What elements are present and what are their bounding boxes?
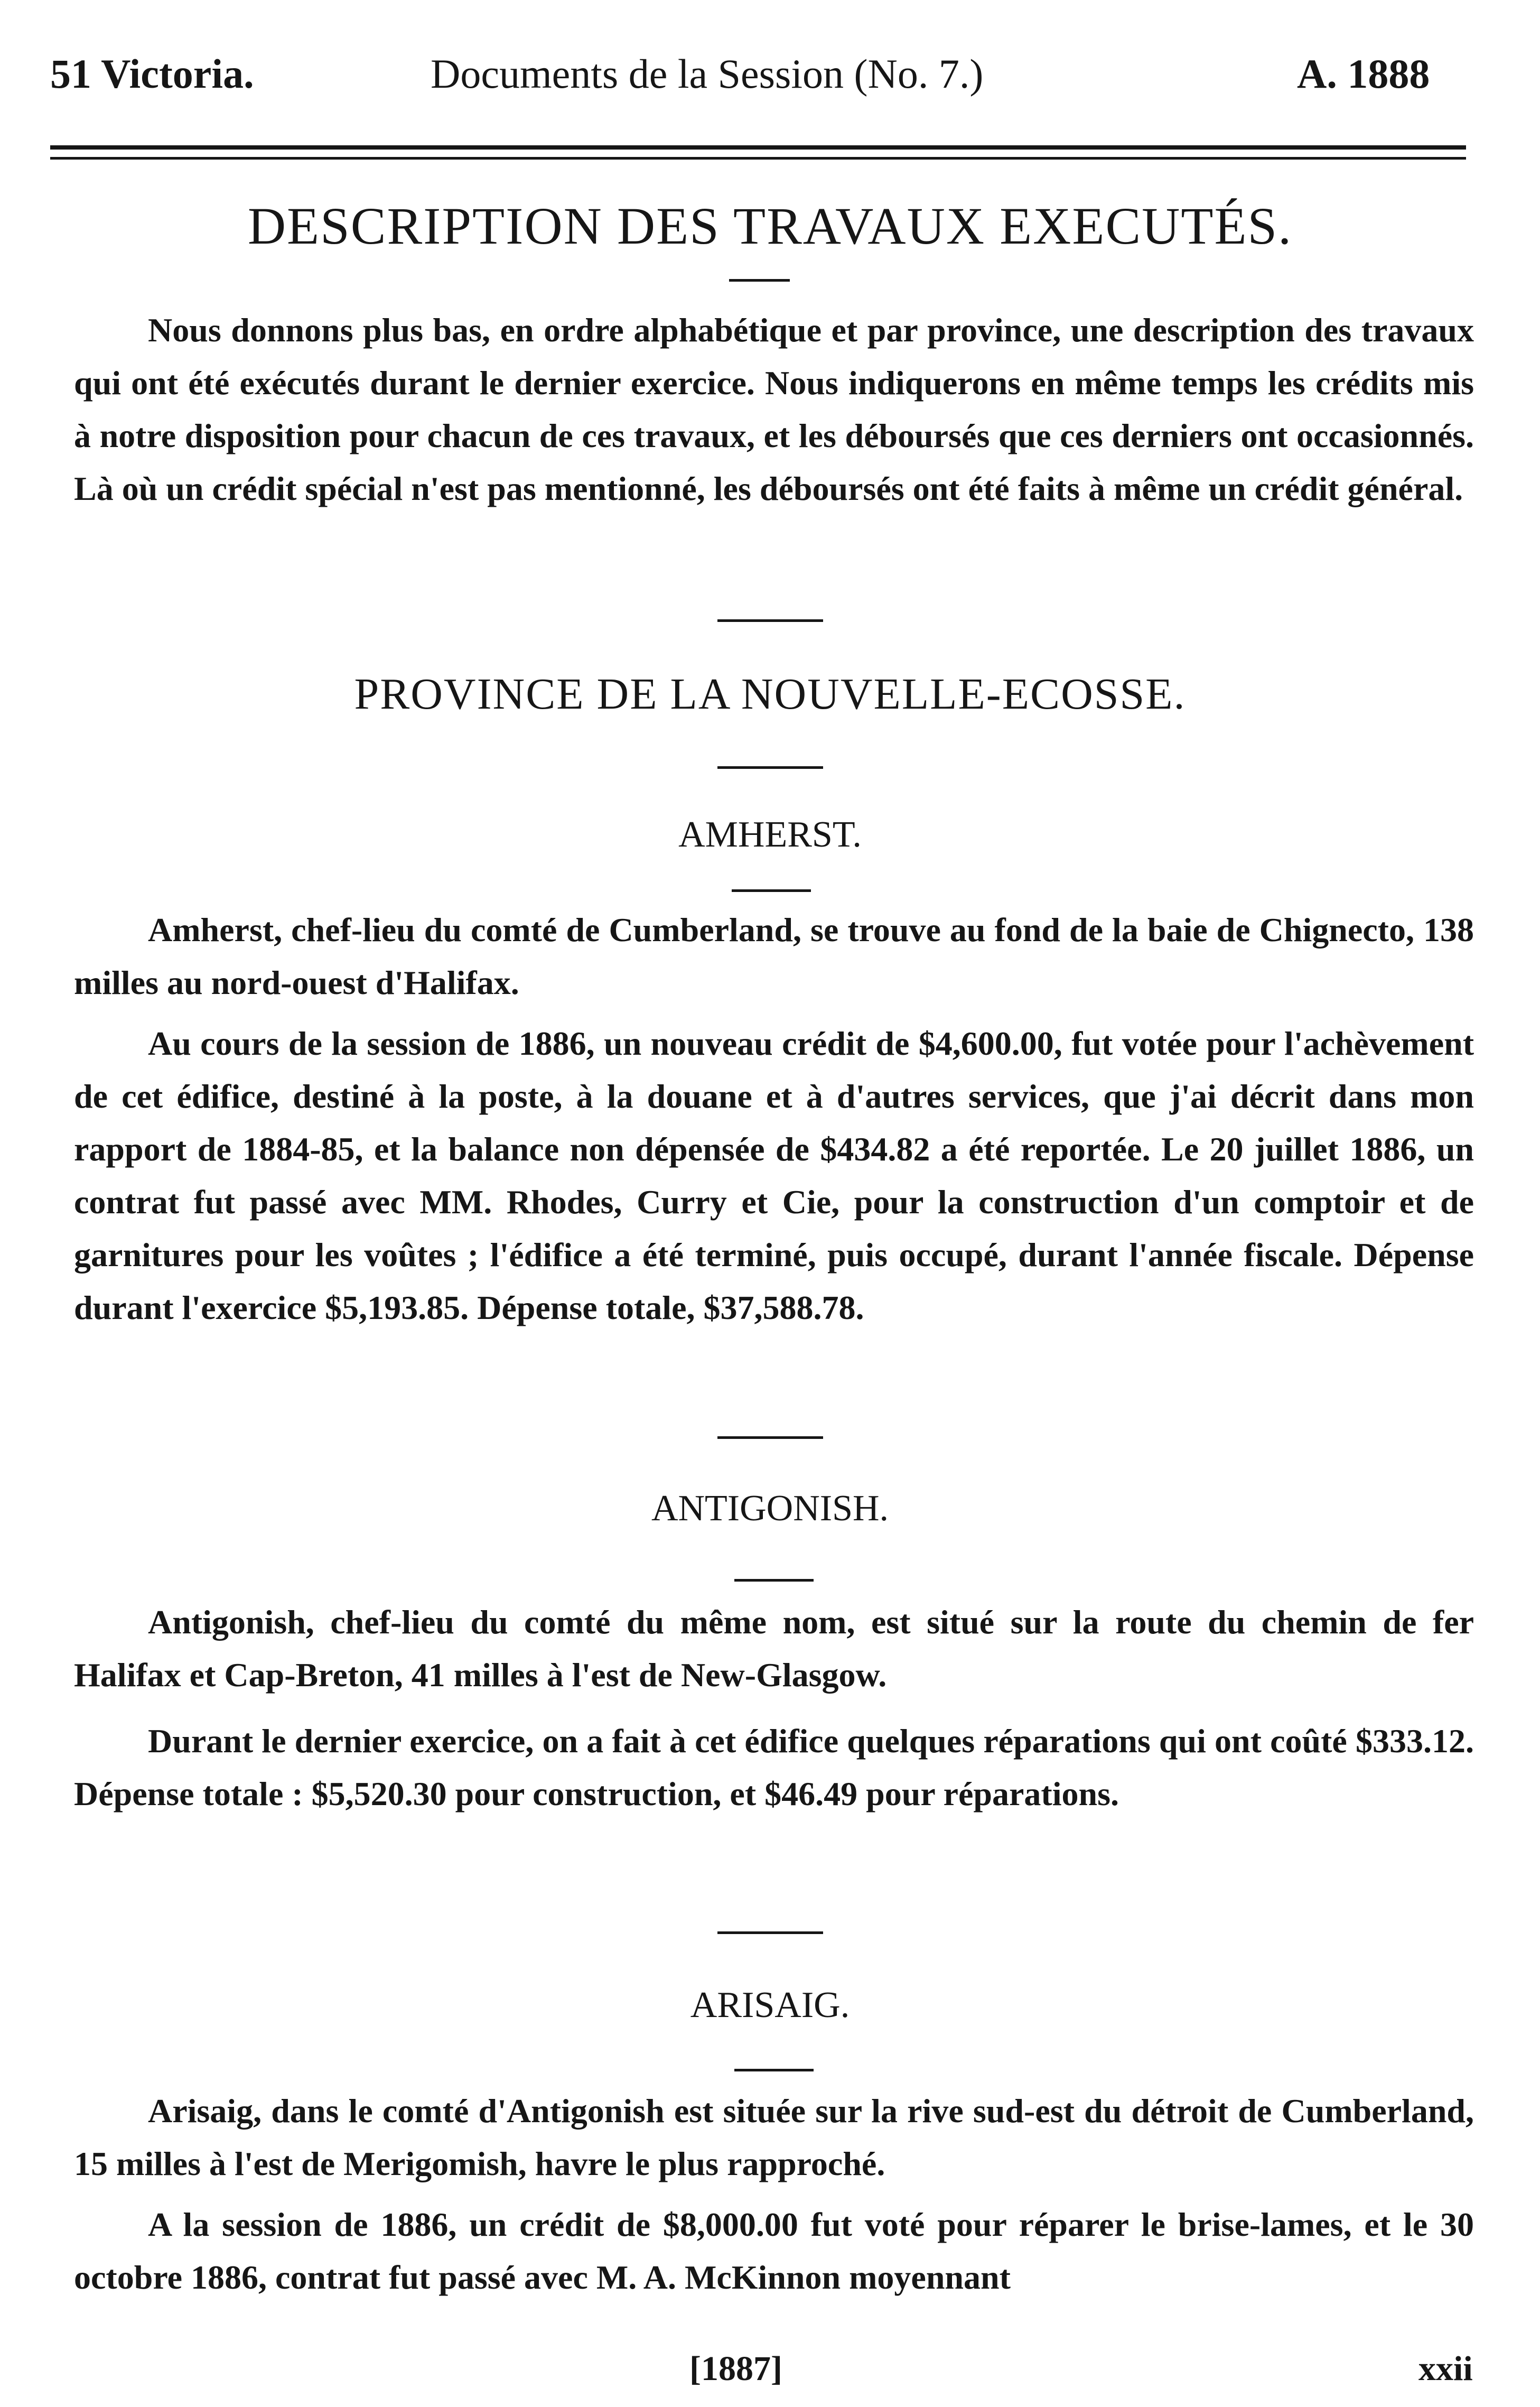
intro-paragraph: Nous donnons plus bas, en ordre alphabétique et par province, une description des travaux qui ont été exécutés durant le dernier exercice. Nous indiquerons en même temps les crédits mis à notre disposition pour chacun de ces travaux, et les déboursés que ces derniers ont occasionnés. Là où un crédit spécial n'est pas mentionné, les déboursés ont été faits à même un crédit général. (74, 311, 1474, 507)
section-heading-arisaig: ARISAIG. (690, 1985, 850, 2025)
header-year: A. 1888 (1297, 51, 1430, 97)
header-volume: 51 Victoria. (50, 51, 254, 97)
arisaig-paragraph-1: Arisaig, dans le comté d'Antigonish est située sur la rive sud-est du détroit de Cumberland, 15 milles à l'est de Merigomish, havre le plus rapproché. (74, 2092, 1474, 2182)
antigonish-paragraph-2: Durant le dernier exercice, on a fait à cet édifice quelques réparations qui ont coûté $333.12. Dépense totale : $5,520.30 pour construction, et $46.49 pour réparations. (74, 1722, 1474, 1813)
arisaig-paragraph-2: A la session de 1886, un crédit de $8,000.00 fut voté pour réparer le brise-lames, et le 30 octobre 1886, contrat fut passé avec M. A. McKinnon moyennant (74, 2206, 1474, 2296)
header-rule-thin (50, 157, 1466, 160)
antigonish-paragraph-1: Antigonish, chef-lieu du comté du même nom, est situé sur la route du chemin de fer Halifax et Cap-Breton, 41 milles à l'est de New-Glasgow. (74, 1603, 1474, 1694)
divider (732, 889, 811, 892)
header-documents: Documents de la Session (No. 7.) (431, 51, 984, 97)
divider (717, 766, 823, 769)
divider (734, 1579, 814, 1582)
footer-year: [1887] (689, 2349, 782, 2388)
amherst-paragraph-2: Au cours de la session de 1886, un nouveau crédit de $4,600.00, fut votée pour l'achèvement de cet édifice, destiné à la poste, à la douane et à d'autres services, que j'ai décrit dans mon rapport de 1884-85, et la balance non dépensée de $434.82 a été reportée. Le 20 juillet 1886, un contrat fut passé avec MM. Rhodes, Curry et Cie, pour la construction d'un comptoir et de garnitures pour les voûtes ; l'édifice a été terminé, puis occupé, durant l'année fiscale. Dépense durant l'exercice $5,193.85. Dépense totale, $37,588.78. (74, 1025, 1474, 1326)
page-number: xxii (1418, 2349, 1473, 2388)
amherst-paragraph-1: Amherst, chef-lieu du comté de Cumberland, se trouve au fond de la baie de Chignecto, 138 milles au nord-ouest d'Halifax. (74, 911, 1474, 1001)
header-rule-thick (50, 145, 1466, 150)
province-heading: PROVINCE DE LA NOUVELLE-ECOSSE. (354, 670, 1186, 719)
divider (729, 279, 790, 282)
page-title: DESCRIPTION DES TRAVAUX EXECUTÉS. (247, 197, 1293, 255)
section-heading-antigonish: ANTIGONISH. (651, 1488, 889, 1529)
section-heading-amherst: AMHERST. (678, 814, 862, 855)
divider (717, 619, 823, 622)
divider (717, 1931, 823, 1934)
divider (734, 2069, 814, 2071)
divider (717, 1436, 823, 1439)
